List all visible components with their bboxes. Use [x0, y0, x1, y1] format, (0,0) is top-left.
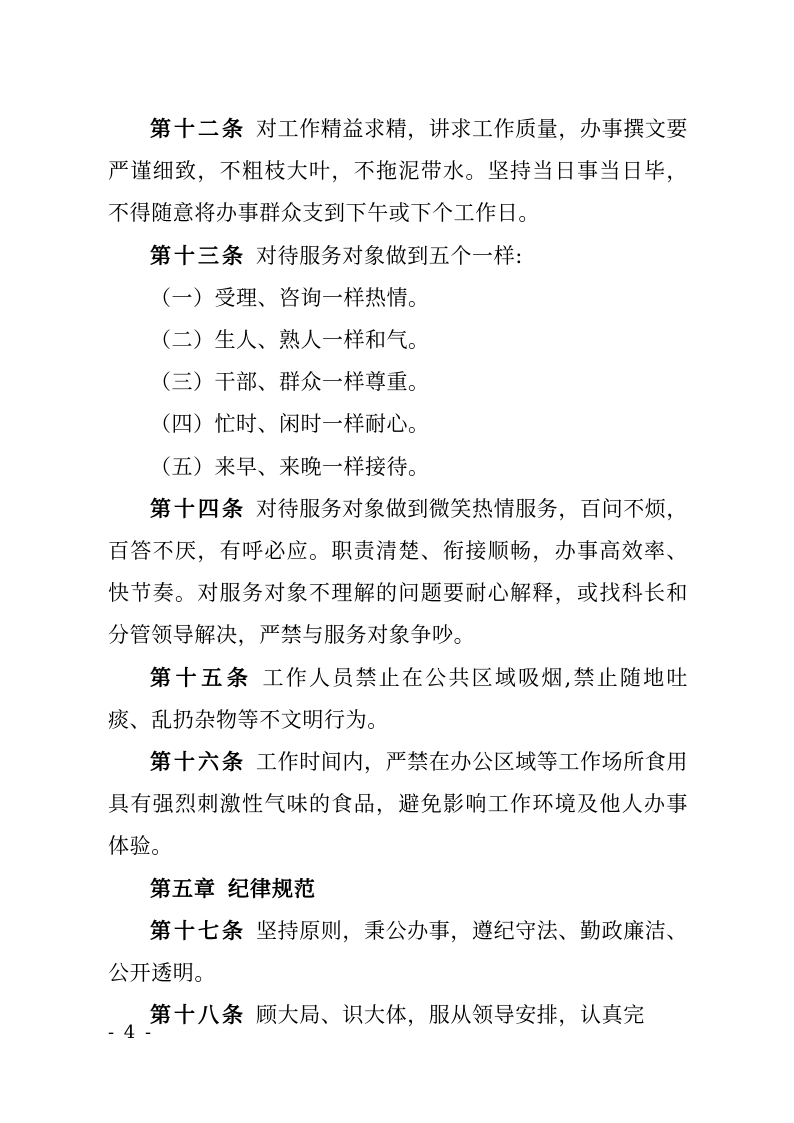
list-item [108, 277, 688, 319]
article-number: 第十四条 [150, 496, 246, 521]
article-18 [108, 994, 688, 1036]
article-text: 对待服务对象做到微笑热情服务，百问不烦，百答不厌，有呼必应。职责清楚、衔接顺畅，办事高效率、快节奏。对服务对象不理解的问题要耐心解释，或找科长和分管领导解决，严禁与服务对象争吵。 [108, 496, 688, 648]
article-number: 第十五条 [150, 665, 253, 690]
article-text: 对待服务对象做到五个一样: [256, 243, 523, 268]
article-text: 对工作精益求精，讲求工作质量，办事撰文要严谨细致，不粗枝大叶，不拖泥带水。坚持当日事当日毕，不得随意将办事群众支到下午或下个工作日。 [108, 117, 688, 226]
article-number: 第十二条 [150, 117, 246, 141]
article-15 [108, 657, 688, 741]
article-number: 第十八条 [150, 1003, 246, 1028]
article-13 [108, 235, 688, 277]
article-number: 第十七条 [150, 918, 246, 943]
list-item-text: （四）忙时、闲时一样耐心。 [150, 412, 430, 437]
list-item-text: （二）生人、熟人一样和气。 [150, 328, 430, 353]
document-body [108, 108, 688, 1036]
list-item-text: （一）受理、咨询一样热情。 [150, 285, 430, 310]
article-number: 第十六条 [150, 750, 246, 775]
article-17 [108, 910, 688, 994]
chapter-number: 第五章 [150, 876, 216, 901]
article-text: 坚持原则，秉公办事，遵纪守法、勤政廉洁、公开透明。 [108, 918, 688, 986]
chapter-title: 纪律规范 [228, 876, 316, 901]
article-14 [108, 488, 688, 657]
list-item-text: （五）来早、来晚一样接待。 [150, 454, 430, 479]
article-text: 工作人员禁止在公共区域吸烟,禁止随地吐痰、乱扔杂物等不文明行为。 [108, 665, 688, 732]
list-item [108, 361, 688, 403]
article-text: 工作时间内，严禁在办公区域等工作场所食用具有强烈刺激性气味的食品，避免影响工作环境及他人办事体验。 [108, 750, 688, 859]
list-item [108, 319, 688, 361]
page-number: - 4 - [108, 1022, 154, 1043]
article-12 [108, 108, 688, 235]
list-item-text: （三）干部、群众一样尊重。 [150, 370, 430, 395]
list-item [108, 446, 688, 488]
chapter-heading [108, 868, 688, 910]
list-item [108, 403, 688, 445]
article-text: 顾大局、识大体，服从领导安排，认真完 [256, 1003, 645, 1028]
article-number: 第十三条 [150, 243, 246, 268]
article-16 [108, 741, 688, 868]
